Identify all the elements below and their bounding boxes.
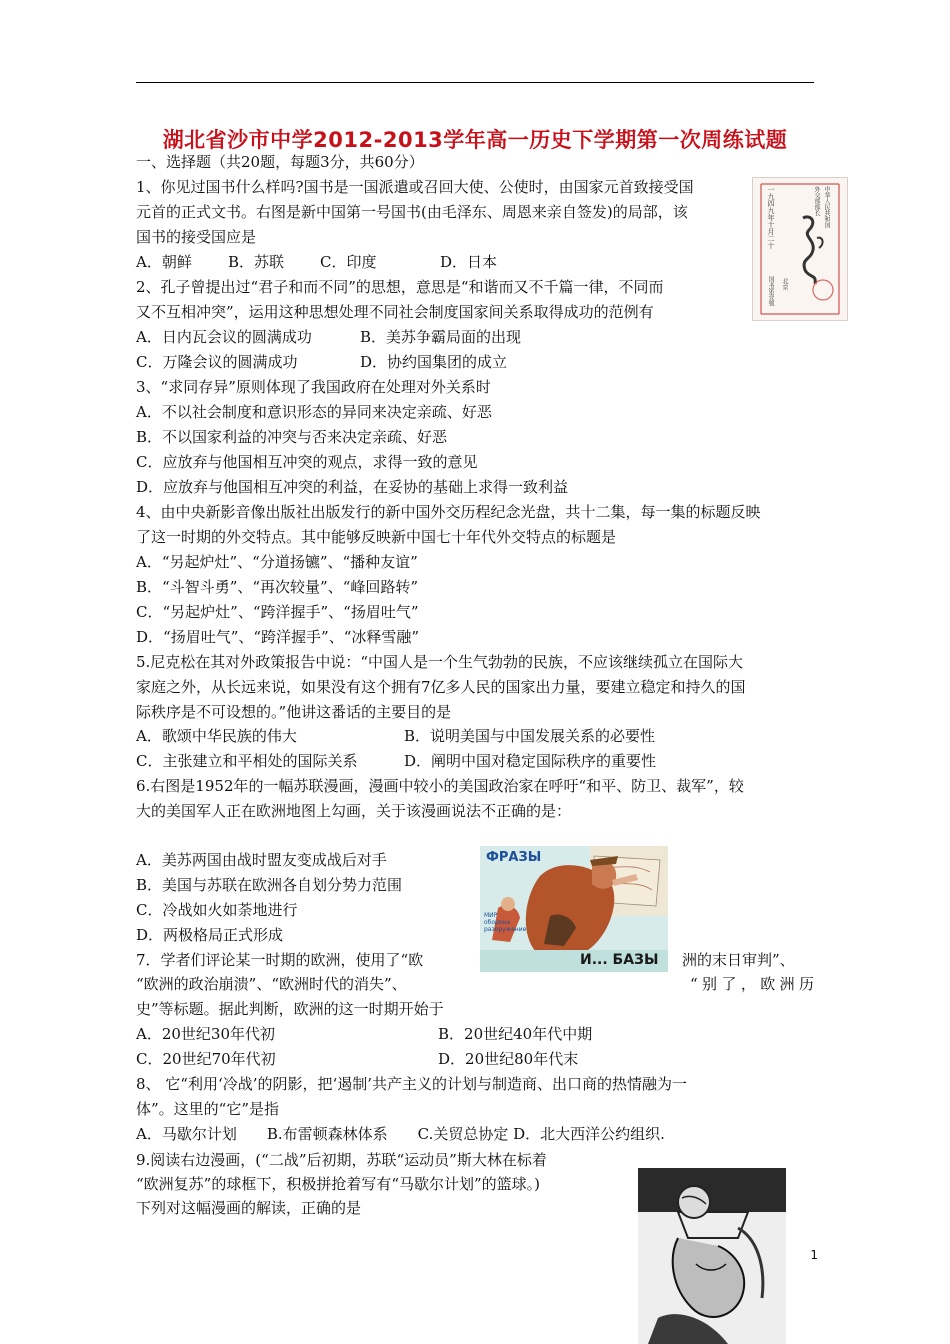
q6-line: 6.右图是1952年的一幅苏联漫画，漫画中较小的美国政治家在呼吁“和平、防卫、裁军”，较 bbox=[136, 777, 744, 795]
q3-option-d: D．应放弃与他国相互冲突的利益，在妥协的基础上求得一致利益 bbox=[136, 478, 569, 496]
q8-line: 8、 它“利用‘冷战’的阴影，把‘遏制’共产主义的计划与制造商、出口商的热情融为一 bbox=[136, 1075, 688, 1093]
q4-line: 4、由中央新影音像出版社出版发行的新中国外交历程纪念光盘，共十二集，每一集的标题反映 bbox=[136, 503, 761, 521]
q2-option-b: B．美苏争霸局面的出现 bbox=[360, 328, 522, 346]
q1-option-c: C．印度 bbox=[320, 253, 377, 271]
q5-option-b: B．说明美国与中国发展关系的必要性 bbox=[404, 727, 656, 745]
cartoon-caption-bottom: И... БАЗЫ bbox=[580, 952, 659, 968]
letter-seal-text: 国书笫壹號 bbox=[767, 276, 774, 306]
letter-sender-title: 外交部部长 bbox=[813, 186, 820, 216]
q3-line: 3、“求同存异”原则体现了我国政府在处理对外关系时 bbox=[136, 378, 491, 396]
q1-option-b: B．苏联 bbox=[228, 253, 285, 271]
q8-options: A．马歇尔计划 B.布雷顿森林体系 C.关贸总协定 D．北大西洋公约组织. bbox=[136, 1125, 665, 1143]
cartoon-small-label bbox=[484, 912, 526, 933]
q7-line-left: “欧洲的政治崩溃”、“欧洲时代的消失”、 bbox=[136, 975, 407, 993]
q2-line: 2、孔子曾提出过“君子和而不同”的思想，意思是“和谐而又不千篇一律，不同而 bbox=[136, 278, 664, 296]
q4-line: 了这一时期的外交特点。其中能够反映新中国七十年代外交特点的标题是 bbox=[136, 528, 617, 546]
q7-option-d: D．20世纪80年代末 bbox=[438, 1050, 579, 1068]
q6-option-c: C．冷战如火如荼地进行 bbox=[136, 901, 298, 919]
letter-sender: 中华人民共和国 bbox=[823, 186, 830, 228]
q5-option-a: A．歌颂中华民族的伟大 bbox=[136, 727, 297, 745]
cartoon-word-disarmament: разоружение bbox=[484, 926, 527, 933]
cartoon-caption-top: ФРАЗЫ bbox=[486, 850, 542, 865]
q2-option-c: C．万隆会议的圆满成功 bbox=[136, 353, 298, 371]
q1-option-d: D．日本 bbox=[440, 253, 498, 271]
q4-option-c: C．“另起炉灶”、“跨洋握手”、“扬眉吐气” bbox=[136, 603, 419, 621]
basketball-cartoon-image bbox=[638, 1168, 786, 1344]
q4-option-d: D．“扬眉吐气”、“跨洋握手”、“冰释雪融” bbox=[136, 628, 420, 646]
q4-option-b: B．“斗智斗勇”、“再次较量”、“峰回路转” bbox=[136, 578, 419, 596]
cartoon-word-peace: МИР bbox=[484, 912, 498, 919]
letter-place: 北京 bbox=[781, 278, 788, 290]
page-title: 湖北省沙市中学2012-2013学年高一历史下学期第一次周练试题 bbox=[162, 128, 788, 152]
q2-option-a: A．日内瓦会议的圆满成功 bbox=[136, 328, 312, 346]
q3-option-b: B．不以国家利益的冲突与否来决定亲疏、好恶 bbox=[136, 428, 448, 446]
q9-line: 9.阅读右边漫画，(“二战”后初期，苏联“运动员”斯大林在标着 bbox=[136, 1151, 547, 1169]
q5-option-d: D．阐明中国对稳定国际秩序的重要性 bbox=[404, 752, 657, 770]
page-number: 1 bbox=[810, 1248, 818, 1262]
q2-option-d: D．协约国集团的成立 bbox=[360, 353, 508, 371]
q3-option-c: C．应放弃与他国相互冲突的观点，求得一致的意见 bbox=[136, 453, 478, 471]
q7-line-right: “别了，欧洲历 bbox=[690, 975, 814, 993]
q9-line: 下列对这幅漫画的解读，正确的是 bbox=[136, 1199, 362, 1217]
cartoon-word-defense: оборона bbox=[484, 919, 511, 926]
q5-option-c: C．主张建立和平相处的国际关系 bbox=[136, 752, 358, 770]
q5-line: 5.尼克松在其对外政策报告中说：“中国人是一个生气勃勃的民族，不应该继续孤立在国际大 bbox=[136, 653, 743, 671]
q2-line: 又不互相冲突”，运用这种思想处理不同社会制度国家间关系取得成功的范例有 bbox=[136, 303, 654, 321]
q8-line: 体”。这里的“它”是指 bbox=[136, 1100, 280, 1118]
q5-line: 际秩序是不可设想的。”他讲这番话的主要目的是 bbox=[136, 703, 452, 721]
header-rule bbox=[136, 82, 814, 83]
section-heading: 一、选择题（共20题，每题3分，共60分） bbox=[136, 153, 424, 171]
q5-line: 家庭之外，从长远来说，如果没有这个拥有7亿多人民的国家出力量，要建立稳定和持久的国 bbox=[136, 678, 746, 696]
q7-option-a: A．20世纪30年代初 bbox=[136, 1025, 276, 1043]
q1-line: 国书的接受国应是 bbox=[136, 228, 257, 246]
q7-option-b: B．20世纪40年代中期 bbox=[438, 1025, 593, 1043]
q7-line-left: 7．学者们评论某一时期的欧洲，使用了“欧 bbox=[136, 951, 424, 969]
q9-line: “欧洲复苏”的球框下，积极拼抢着写有“马歇尔计划”的篮球。) bbox=[136, 1175, 541, 1193]
q7-line: 史”等标题。据此判断，欧洲的这一时期开始于 bbox=[136, 1000, 444, 1018]
soviet-cartoon-image bbox=[480, 846, 668, 972]
q1-line: 1、你见过国书什么样吗?国书是一国派遣或召回大使、公使时，由国家元首致接受国 bbox=[136, 178, 694, 196]
q7-line-right: 洲的末日审判”、 bbox=[682, 951, 795, 969]
q6-option-d: D．两极格局正式形成 bbox=[136, 926, 284, 944]
q3-option-a: A．不以社会制度和意识形态的异同来决定亲疏、好恶 bbox=[136, 403, 492, 421]
q6-option-a: A．美苏两国由战时盟友变成战后对手 bbox=[136, 851, 387, 869]
q6-line: 大的美国军人正在欧洲地图上勾画，关于该漫画说法不正确的是： bbox=[136, 802, 572, 820]
state-letter-image bbox=[752, 177, 848, 321]
q6-option-b: B．美国与苏联在欧洲各自划分势力范围 bbox=[136, 876, 403, 894]
q4-option-a: A．“另起炉灶”、“分道扬镳”、“播种友谊” bbox=[136, 553, 418, 571]
letter-date: 一九四九年十月二十 bbox=[767, 186, 775, 249]
q1-line: 元首的正式文书。右图是新中国第一号国书(由毛泽东、周恩来亲自签发)的局部，该 bbox=[136, 203, 688, 221]
q7-option-c: C．20世纪70年代初 bbox=[136, 1050, 276, 1068]
q1-option-a: A．朝鲜 bbox=[136, 253, 192, 271]
